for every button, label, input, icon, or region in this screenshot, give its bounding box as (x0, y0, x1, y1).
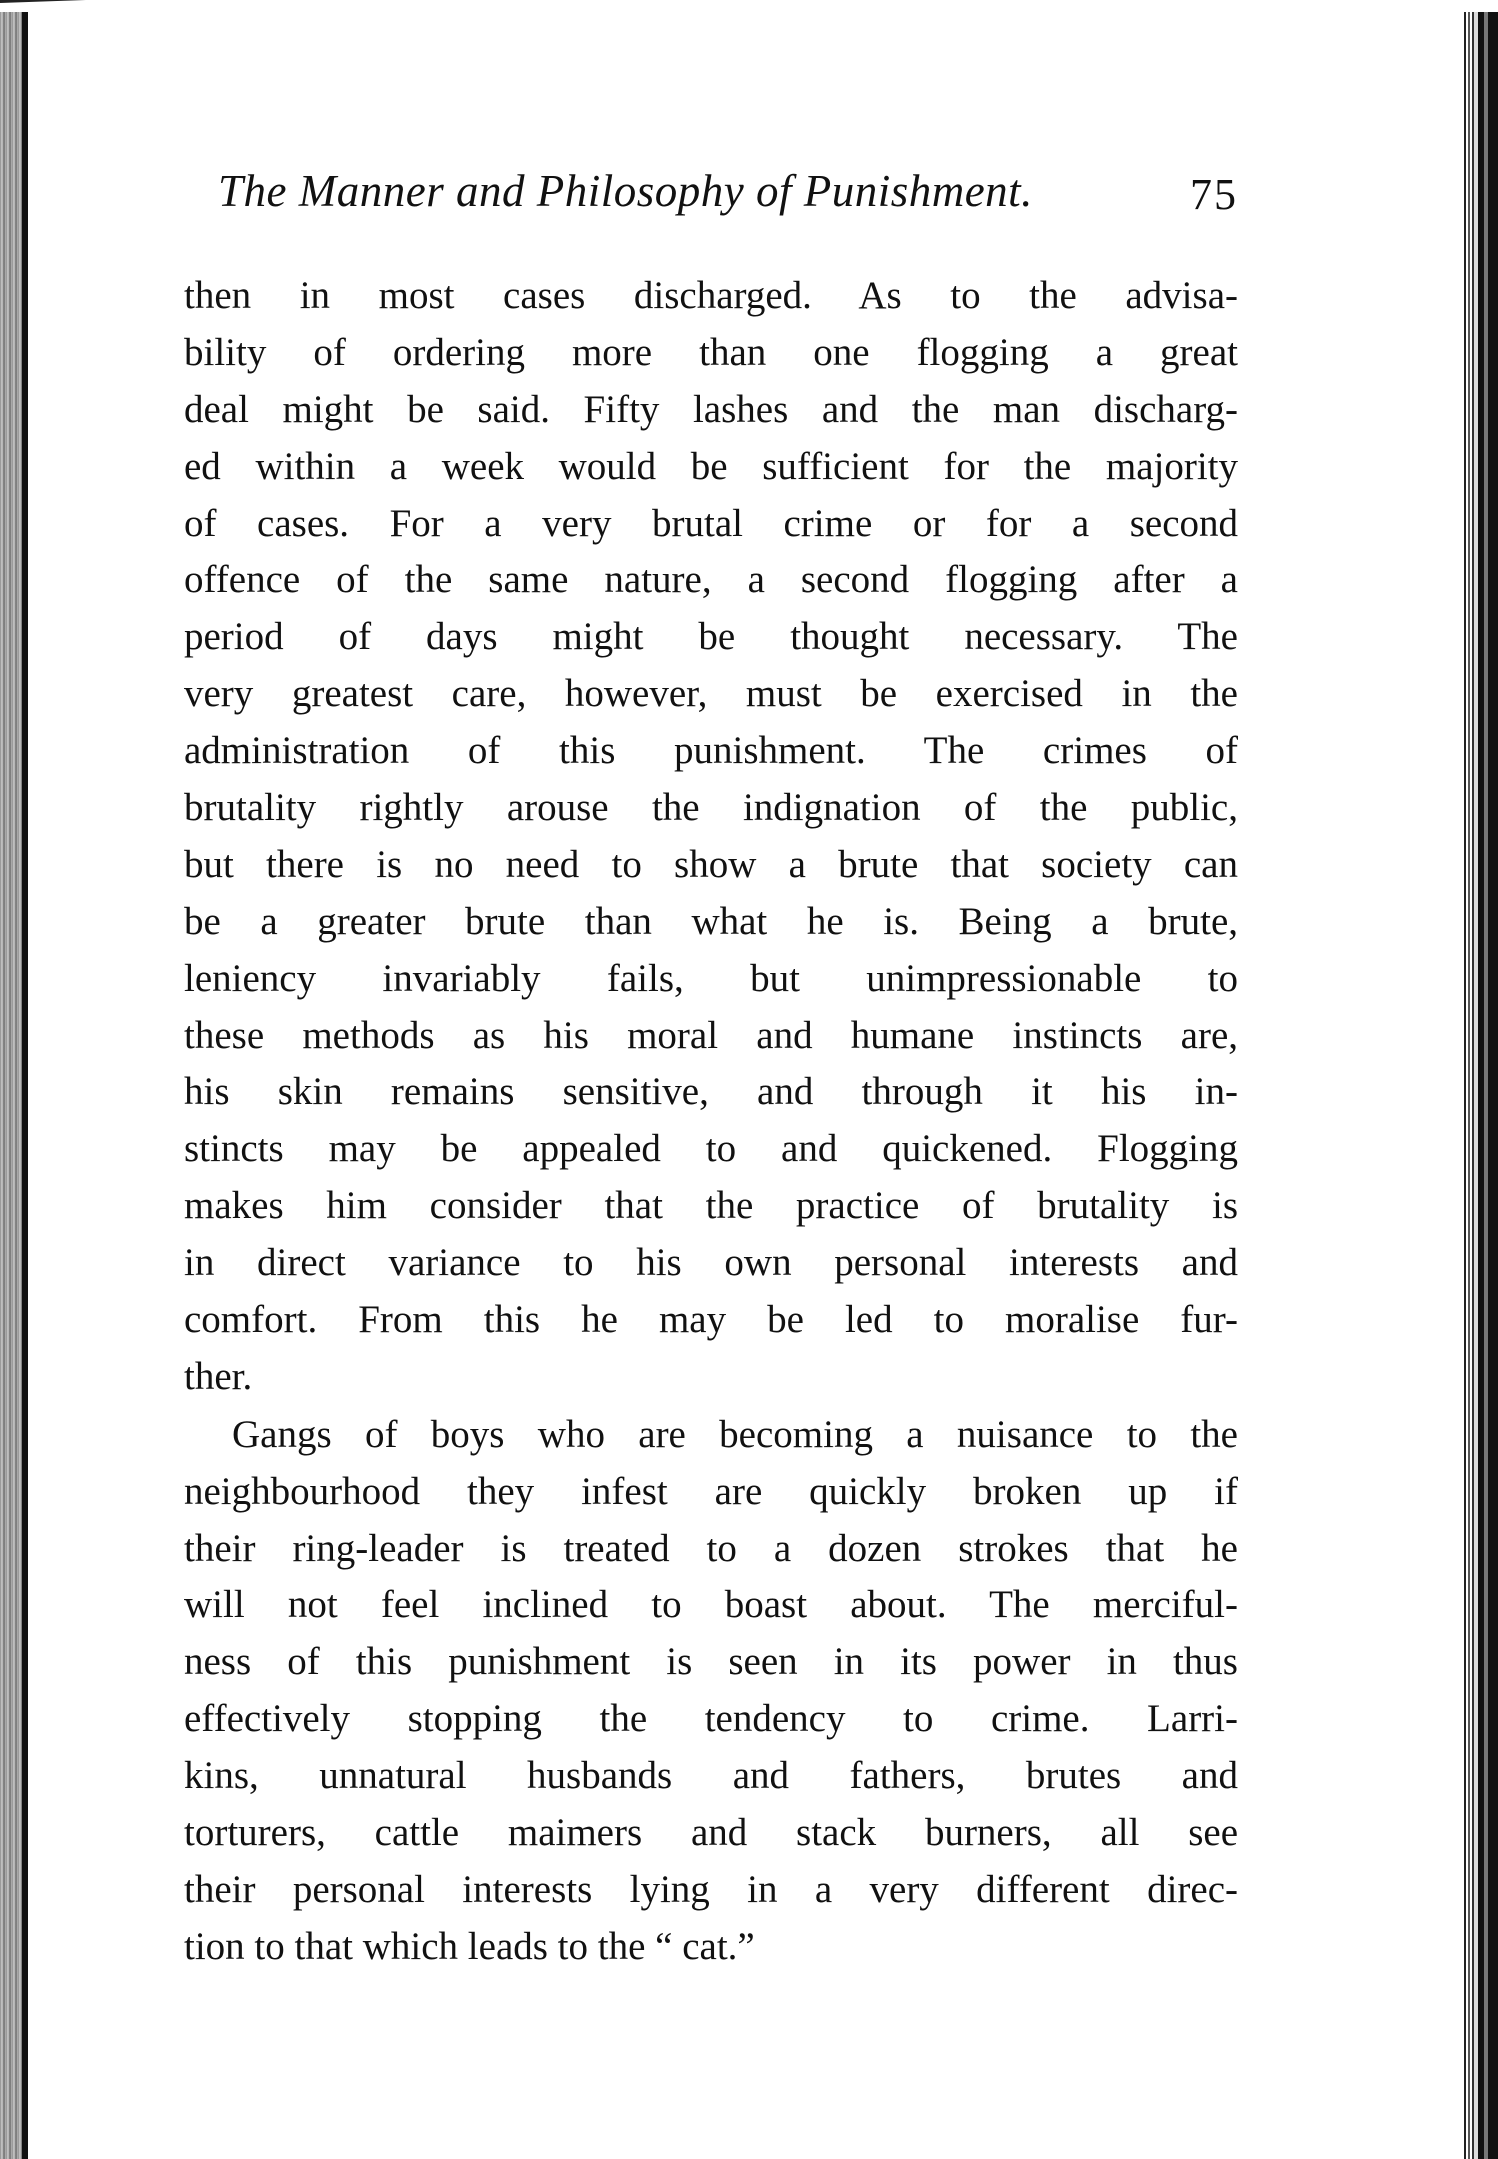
page-number: 75 (1190, 170, 1238, 219)
text-line: their personal interests lying in a very different direc- (184, 1867, 1238, 1911)
page-corner-fold (0, 0, 120, 17)
text-line: ther. (184, 1354, 253, 1398)
text-line: ness of this punishment is seen in its power in thus (184, 1640, 1238, 1684)
text-line: be a greater brute than what he is. Being a brute, (184, 899, 1238, 943)
text-line: these methods as his moral and humane instincts are, (184, 1013, 1238, 1057)
text-line: administration of this punishment. The crimes of (184, 729, 1238, 773)
text-line: then in most cases discharged. As to the advisa- (184, 274, 1238, 317)
page-header (218, 165, 1238, 225)
text-line: torturers, cattle maimers and stack burners, all see (184, 1811, 1238, 1855)
paragraph-2 (184, 1407, 1238, 1976)
right-page-edge (1462, 12, 1498, 2159)
text-line: deal might be said. Fifty lashes and the man discharg- (184, 387, 1238, 431)
text-line: bility of ordering more than one flogging a great (184, 330, 1238, 374)
left-binding-edge (0, 12, 26, 2159)
text-line: effectively stopping the tendency to crime. Larri- (184, 1697, 1238, 1741)
text-line: comfort. From this he may be led to moralise fur- (184, 1298, 1238, 1342)
text-line: kins, unnatural husbands and fathers, brutes and (184, 1754, 1238, 1798)
text-line: makes him consider that the practice of brutality is (184, 1184, 1238, 1228)
text-line: in direct variance to his own personal interests and (184, 1241, 1238, 1285)
text-line: brutality rightly arouse the indignation of the public, (184, 786, 1238, 830)
body-text (184, 268, 1238, 1976)
text-line: offence of the same nature, a second flogging after a (184, 558, 1238, 602)
text-line: leniency invariably fails, but unimpressionable to (184, 956, 1238, 1000)
paragraph-1 (184, 268, 1238, 1406)
text-line: very greatest care, however, must be exercised in the (184, 672, 1238, 716)
text-line: period of days might be thought necessary. The (184, 615, 1238, 659)
text-line: but there is no need to show a brute that society can (184, 842, 1238, 886)
text-line: stincts may be appealed to and quickened. Flogging (184, 1127, 1238, 1171)
text-line: his skin remains sensitive, and through it his in- (184, 1070, 1238, 1114)
text-line: tion to that which leads to the “ cat.” (184, 1924, 755, 1968)
text-line: neighbourhood they infest are quickly broken up if (184, 1469, 1238, 1513)
text-line: ed within a week would be sufficient for the majority (184, 444, 1238, 488)
text-line: of cases. For a very brutal crime or for a second (184, 501, 1238, 545)
text-line: Gangs of boys who are becoming a nuisance to the (232, 1412, 1238, 1456)
running-title: The Manner and Philosophy of Punishment. (218, 166, 1033, 216)
text-line: will not feel inclined to boast about. The merciful- (184, 1583, 1238, 1627)
text-line: their ring-leader is treated to a dozen strokes that he (184, 1526, 1238, 1570)
